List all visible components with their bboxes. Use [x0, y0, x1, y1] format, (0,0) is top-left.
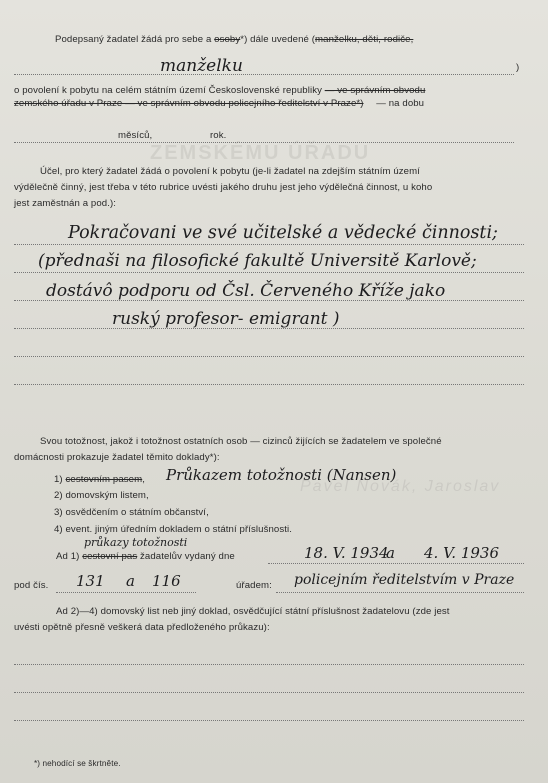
purpose-line-5 [14, 356, 524, 357]
ad1-prefix: Ad [56, 551, 71, 562]
doc-item-3 [54, 507, 209, 519]
ad2-line-c [14, 720, 524, 721]
doc-1-tail: , [142, 474, 145, 485]
permit-text: o povolení k pobytu na celém státním území Československé republiky [14, 85, 325, 96]
identity-intro-1: Svou totožnost, jakož i totožnost ostatních osob — cizinců žijících se žadatelem ve společné [40, 436, 442, 447]
office-label: úřadem: [236, 580, 272, 591]
years-label: rok. [210, 130, 227, 141]
number-1: 131 [76, 572, 105, 590]
ad1-text: žadatelův vydaný dne [137, 551, 235, 562]
purpose-answer-2: (přednaši na filosofické fakultě Universitě Karlově; [38, 251, 477, 271]
duration-dotted-line [14, 142, 514, 143]
district-line [14, 98, 424, 110]
purpose-question-1: Účel, pro který žadatel žádá o povolení k pobytu (je-li žadatel na zdejším státním území [40, 166, 420, 177]
number-dotted-line [56, 592, 196, 593]
ad2-line-a [14, 664, 524, 665]
permit-line [14, 85, 425, 97]
doc-1-label: cestovním pasem [65, 474, 143, 485]
district-end: — na dobu [376, 98, 425, 109]
doc-4-label: event. jiným úředním dokladem o státní příslušnosti [65, 524, 290, 535]
doc-2-tail: , [146, 490, 149, 501]
number-and: a [126, 572, 135, 590]
office-handwriting: policejním ředitelstvím v Praze [294, 572, 515, 588]
purpose-question-3: jest zaměstnán a pod.): [14, 198, 117, 209]
doc-4-num: 4) [54, 524, 63, 535]
relatives-struck: manželku, děti, rodiče, [315, 34, 414, 45]
permit-struck: — ve správním obvodu [324, 85, 426, 96]
doc-item-4 [54, 524, 292, 536]
purpose-answer-4: ruský profesor- emigrant ) [112, 309, 340, 329]
doc-3-num: 3) [54, 507, 63, 518]
ad1-date-2: 4. V. 1936 [424, 544, 499, 562]
purpose-answer-1: Pokračovani ve své učitelské a vědecké činnosti; [68, 223, 498, 243]
ad1-num: 1) [70, 551, 80, 562]
ad1-and: a [386, 544, 395, 562]
purpose-line-6 [14, 384, 524, 385]
spouse-handwriting: manželku [160, 56, 243, 76]
doc-1-handwriting: Průkazem totožnosti (Nansen) [166, 466, 397, 484]
doc-1-num: 1) [54, 474, 63, 485]
spouse-paren: ) [516, 62, 520, 73]
applicant-line [55, 34, 413, 46]
number-label: pod čís. [14, 580, 49, 591]
ad1-dotted-line [268, 563, 524, 564]
district-struck: zemského úřadu v Praze — ve správním obvodu policejního ředitelství v Praze*) [14, 98, 364, 109]
persons-struck: osoby [214, 34, 241, 45]
ad2-line-2: uvésti opětně přesně veškerá data předloženého průkazu): [14, 622, 270, 633]
months-label: měsíců, [118, 130, 153, 141]
doc-3-tail: , [206, 507, 209, 518]
doc-2-num: 2) [54, 490, 63, 501]
ad1-line [56, 551, 235, 563]
doc-item-1 [54, 474, 145, 486]
doc-4-tail: . [289, 524, 292, 535]
identity-intro-2: domácnosti prokazuje žadatel těmito doklady*): [14, 452, 220, 463]
applicant-text-c: *) dále uvedené ( [240, 34, 316, 45]
doc-2-label: domovským listem [65, 490, 146, 501]
purpose-line-1 [14, 244, 524, 245]
spouse-dotted-line [14, 74, 514, 75]
show-through-handwriting: Pavel Novák, Jaroslav [300, 478, 501, 495]
ad2-line-1: Ad 2)—4) domovský list neb jiný doklad, osvědčující státní příslušnost žadatelovu (zde jest [56, 606, 450, 617]
office-dotted-line [276, 592, 524, 593]
ad2-line-b [14, 692, 524, 693]
footnote: *) nehodící se škrtněte. [34, 759, 121, 768]
ad1-struck: cestovní pas [82, 551, 138, 562]
doc-item-2 [54, 490, 149, 502]
number-2: 116 [152, 572, 181, 590]
ad1-handwriting-above: průkazy totožnosti [84, 536, 188, 549]
purpose-answer-3: dostávô podporu od Čsl. Červeného Kříže jako [46, 281, 446, 301]
show-through-stamp: ZEMSKÉMU ÚŘADU [150, 142, 371, 164]
applicant-text-a: Podepsaný žadatel žádá pro sebe a [55, 34, 215, 45]
purpose-line-2 [14, 272, 524, 273]
doc-3-label: osvědčením o státním občanství [65, 507, 207, 518]
purpose-question-2: výdělečně činný, jest třeba v této rubrice uvésti jakého druhu jest jeho výdělečná činnost, u koho [14, 182, 433, 193]
ad1-date-1: 18. V. 1934 [304, 544, 389, 562]
